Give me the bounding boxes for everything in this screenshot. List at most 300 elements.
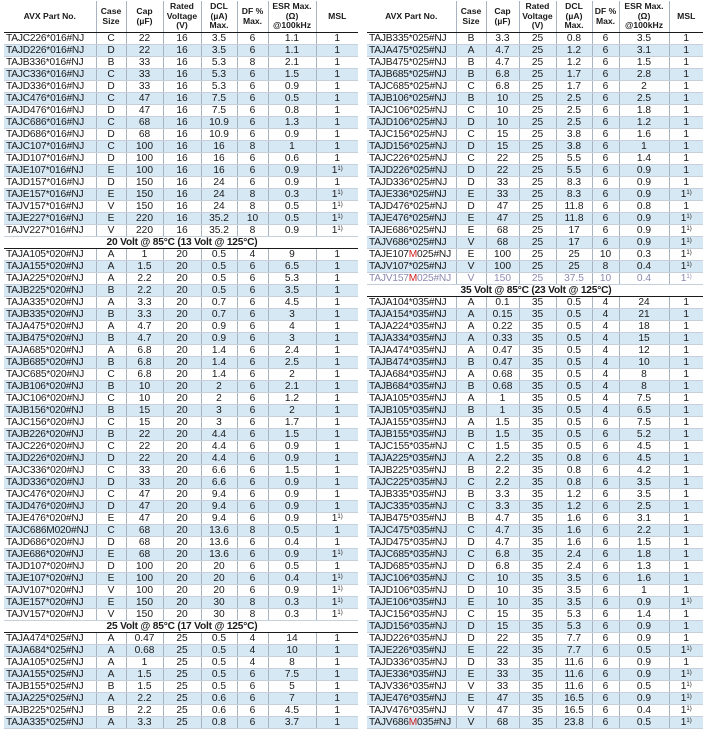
df-cell: 6 xyxy=(592,621,619,633)
part-number-cell: TAJA155*025#NJ xyxy=(4,669,96,681)
df-cell: 6 xyxy=(592,669,619,681)
part-number-cell: TAJD156*035#NJ xyxy=(367,621,456,633)
df-cell: 6 xyxy=(237,309,268,321)
table-row xyxy=(4,429,358,441)
cap-cell: 2.2 xyxy=(126,273,163,285)
esr-cell: 1.5 xyxy=(619,57,669,69)
esr-header: ESR Max. (Ω) @100kHz xyxy=(619,1,669,33)
dcl-cell: 3.5 xyxy=(556,597,592,609)
esr-cell: 0.4 xyxy=(619,273,669,285)
cap-cell: 1.5 xyxy=(486,441,519,453)
part-number-cell: TAJC686*016#NJ xyxy=(4,117,96,129)
dcl-cell: 13.6 xyxy=(201,537,237,549)
msl-value: 1 xyxy=(680,273,687,284)
table-row xyxy=(4,549,358,561)
part-number-cell: TAJA335*020#NJ xyxy=(4,297,96,309)
case-size-cell: A xyxy=(456,417,486,429)
dcl-cell: 1.7 xyxy=(556,69,592,81)
msl-value: 1 xyxy=(334,357,341,368)
msl-value: 1 xyxy=(683,129,690,140)
df-cell: 6 xyxy=(592,585,619,597)
cap-cell: 33 xyxy=(126,477,163,489)
msl-cell xyxy=(316,381,358,393)
part-number-cell: TAJC685*035#NJ xyxy=(367,549,456,561)
dcl-cell: 0.5 xyxy=(556,381,592,393)
table-row xyxy=(4,249,358,261)
rated-voltage-cell: 25 xyxy=(163,657,201,669)
cap-cell: 10 xyxy=(486,573,519,585)
msl-value: 1 xyxy=(680,597,687,608)
rated-voltage-cell: 16 xyxy=(163,129,201,141)
table-row xyxy=(367,417,703,429)
case-size-cell: D xyxy=(96,45,126,57)
case-size-cell: D xyxy=(456,585,486,597)
part-number-cell: TAJE336*025#NJ xyxy=(367,189,456,201)
case-size-cell: C xyxy=(96,369,126,381)
case-size-cell: B xyxy=(456,357,486,369)
part-number-cell: TAJA474*035#NJ xyxy=(367,345,456,357)
rated-voltage-cell: 20 xyxy=(163,297,201,309)
msl-cell xyxy=(316,297,358,309)
case-size-cell: V xyxy=(96,225,126,237)
cap-cell: 150 xyxy=(126,597,163,609)
part-number-suffix: 035#NJ xyxy=(417,717,451,728)
df-cell: 6 xyxy=(237,489,268,501)
msl-cell xyxy=(669,513,703,525)
msl-value: 1 xyxy=(683,405,690,416)
cap-cell: 4.7 xyxy=(126,321,163,333)
dcl-cell: 10.9 xyxy=(201,117,237,129)
msl-cell xyxy=(316,561,358,573)
esr-cell: 1.4 xyxy=(619,609,669,621)
table-row xyxy=(367,201,703,213)
msl-cell xyxy=(669,177,703,189)
esr-cell: 1.6 xyxy=(619,573,669,585)
msl-cell xyxy=(669,717,703,729)
msl-cell xyxy=(669,537,703,549)
part-number-cell: TAJD107*020#NJ xyxy=(4,561,96,573)
msl-value: 1 xyxy=(680,717,687,728)
part-number-cell: TAJE336*035#NJ xyxy=(367,669,456,681)
rated-voltage-cell: 25 xyxy=(519,141,556,153)
dcl-cell: 4.4 xyxy=(201,429,237,441)
df-cell: 6 xyxy=(237,345,268,357)
msl-value: 1 xyxy=(683,477,690,488)
df-cell: 6 xyxy=(592,45,619,57)
msl-cell xyxy=(669,117,703,129)
dcl-cell: 0.5 xyxy=(556,417,592,429)
case-size-cell: D xyxy=(456,633,486,645)
dcl-cell: 1.4 xyxy=(201,357,237,369)
msl-value: 1 xyxy=(683,393,690,404)
msl-cell xyxy=(316,441,358,453)
part-number-cell: TAJB336*016#NJ xyxy=(4,57,96,69)
cap-cell: 10 xyxy=(486,117,519,129)
msl-value: 1 xyxy=(334,705,341,716)
esr-cell: 0.5 xyxy=(619,717,669,729)
part-number-cell: TAJB475*035#NJ xyxy=(367,513,456,525)
msl-value: 1 xyxy=(334,525,341,536)
part-number-cell: TAJB335*025#NJ xyxy=(367,33,456,45)
rated-voltage-cell: 35 xyxy=(519,309,556,321)
table-row xyxy=(367,369,703,381)
esr-cell: 0.5 xyxy=(268,201,316,213)
msl-cell xyxy=(669,213,703,225)
df-cell: 6 xyxy=(592,561,619,573)
case-size-cell: D xyxy=(96,537,126,549)
msl-cell xyxy=(669,609,703,621)
rated-voltage-cell: 35 xyxy=(519,357,556,369)
df-cell: 6 xyxy=(592,237,619,249)
dcl-cell: 0.8 xyxy=(556,477,592,489)
case-size-cell: V xyxy=(96,201,126,213)
part-number-cell: TAJC155*035#NJ xyxy=(367,441,456,453)
esr-cell: 8 xyxy=(619,381,669,393)
case-size-cell: C xyxy=(456,549,486,561)
rated-voltage-cell: 16 xyxy=(163,33,201,45)
msl-cell xyxy=(316,369,358,381)
dcl-cell: 2.4 xyxy=(556,549,592,561)
case-size-cell: C xyxy=(456,573,486,585)
msl-value: 1 xyxy=(331,609,338,620)
rated-voltage-cell: 20 xyxy=(163,597,201,609)
df-cell: 6 xyxy=(592,681,619,693)
msl-value: 1 xyxy=(683,69,690,80)
df-cell: 6 xyxy=(592,69,619,81)
rated-voltage-cell: 16 xyxy=(163,117,201,129)
df-cell: 6 xyxy=(237,105,268,117)
part-number-cell: TAJV227*016#NJ xyxy=(4,225,96,237)
msl-value: 1 xyxy=(334,669,341,680)
dcl-cell: 11.6 xyxy=(556,657,592,669)
msl-cell xyxy=(669,165,703,177)
esr-cell: 2.1 xyxy=(268,57,316,69)
rated-voltage-cell: 25 xyxy=(519,201,556,213)
cap-cell: 22 xyxy=(486,633,519,645)
msl-value: 1 xyxy=(334,537,341,548)
msl-cell xyxy=(316,357,358,369)
dcl-cell: 16 xyxy=(201,141,237,153)
dcl-cell: 1.4 xyxy=(201,369,237,381)
esr-cell: 4.5 xyxy=(619,441,669,453)
msl-cell xyxy=(316,537,358,549)
rated-voltage-cell: 20 xyxy=(163,345,201,357)
cap-cell: 0.15 xyxy=(486,309,519,321)
case-size-cell: C xyxy=(456,81,486,93)
part-number-cell: TAJB106*025#NJ xyxy=(367,93,456,105)
esr-cell: 1.2 xyxy=(619,117,669,129)
case-size-cell: A xyxy=(456,453,486,465)
df-cell: 6 xyxy=(592,501,619,513)
part-number-cell: TAJC336*020#NJ xyxy=(4,465,96,477)
part-number-cell: TAJC475*035#NJ xyxy=(367,525,456,537)
df-cell: 6 xyxy=(237,45,268,57)
msl-cell xyxy=(669,273,703,285)
part-number-cell: TAJE157*016#NJ xyxy=(4,189,96,201)
cap-cell: 2.2 xyxy=(486,477,519,489)
part-number-cell: TAJD336*035#NJ xyxy=(367,657,456,669)
rated-voltage-cell: 25 xyxy=(519,33,556,45)
msl-cell xyxy=(669,465,703,477)
part-number-cell: TAJD226*035#NJ xyxy=(367,633,456,645)
esr-cell: 21 xyxy=(619,309,669,321)
esr-cell: 2.8 xyxy=(619,69,669,81)
msl-value: 1 xyxy=(331,213,338,224)
msl-cell xyxy=(316,153,358,165)
esr-cell: 1.1 xyxy=(268,33,316,45)
cap-cell: 6.8 xyxy=(486,549,519,561)
dcl-cell: 2.5 xyxy=(556,93,592,105)
msl-cell xyxy=(669,249,703,261)
esr-cell: 1.5 xyxy=(268,69,316,81)
msl-cell xyxy=(669,201,703,213)
table-row xyxy=(367,465,703,477)
dcl-cell: 16 xyxy=(201,153,237,165)
msl-cell xyxy=(669,693,703,705)
msl-value: 1 xyxy=(334,177,341,188)
dcl-cell: 5.3 xyxy=(556,609,592,621)
dcl-cell: 20 xyxy=(201,573,237,585)
esr-cell: 1.8 xyxy=(619,549,669,561)
msl-value: 1 xyxy=(683,441,690,452)
table-row xyxy=(4,489,358,501)
rated-voltage-cell: 25 xyxy=(163,645,201,657)
part-number-cell: TAJC686M020#NJ xyxy=(4,525,96,537)
msl-value: 1 xyxy=(683,141,690,152)
table-row xyxy=(4,561,358,573)
rated-voltage-header: Rated Voltage (V) xyxy=(519,1,556,33)
df-cell: 6 xyxy=(237,549,268,561)
part-number-cell: TAJD476*016#NJ xyxy=(4,105,96,117)
esr-cell: 0.9 xyxy=(619,177,669,189)
dcl-cell: 5.5 xyxy=(556,153,592,165)
df-header: DF % Max. xyxy=(237,1,268,33)
rated-voltage-cell: 35 xyxy=(519,705,556,717)
rated-voltage-cell: 25 xyxy=(519,249,556,261)
dcl-cell: 30 xyxy=(201,597,237,609)
rated-voltage-cell: 35 xyxy=(519,597,556,609)
esr-cell: 2.2 xyxy=(619,525,669,537)
msl-cell xyxy=(316,249,358,261)
msl-value: 1 xyxy=(334,501,341,512)
part-number-cell: TAJA335*025#NJ xyxy=(4,717,96,729)
msl-value: 1 xyxy=(334,153,341,164)
part-number-cell: TAJB684*035#NJ xyxy=(367,381,456,393)
part-number-cell: TAJC106*025#NJ xyxy=(367,105,456,117)
section-header-row xyxy=(367,285,703,297)
table-row xyxy=(367,609,703,621)
footnote-mark: 1) xyxy=(337,574,343,580)
msl-value: 1 xyxy=(334,117,341,128)
msl-value: 1 xyxy=(680,249,687,260)
right-table-panel xyxy=(367,1,703,729)
dcl-cell: 3.5 xyxy=(201,33,237,45)
dcl-cell: 0.9 xyxy=(201,321,237,333)
dcl-cell: 0.5 xyxy=(201,285,237,297)
df-cell: 6 xyxy=(592,489,619,501)
df-cell: 6 xyxy=(237,393,268,405)
esr-cell: 1 xyxy=(619,141,669,153)
table-row xyxy=(4,105,358,117)
df-cell: 6 xyxy=(237,261,268,273)
df-cell: 6 xyxy=(592,657,619,669)
esr-cell: 5.3 xyxy=(268,273,316,285)
table-row xyxy=(367,621,703,633)
df-cell: 6 xyxy=(592,153,619,165)
df-cell: 6 xyxy=(592,129,619,141)
table-row xyxy=(4,693,358,705)
dcl-cell: 2.5 xyxy=(556,117,592,129)
footnote-mark: 1) xyxy=(337,598,343,604)
table-row xyxy=(367,177,703,189)
footnote-mark: 1) xyxy=(337,514,343,520)
part-number-cell: TAJE476*035#NJ xyxy=(367,693,456,705)
msl-value: 1 xyxy=(680,669,687,680)
table-row xyxy=(4,381,358,393)
rated-voltage-cell: 16 xyxy=(163,69,201,81)
case-size-cell: E xyxy=(456,189,486,201)
rated-voltage-cell: 20 xyxy=(163,381,201,393)
case-size-cell: E xyxy=(96,213,126,225)
part-number-suffix: 025#NJ xyxy=(417,249,451,260)
esr-cell: 1 xyxy=(619,585,669,597)
cap-cell: 68 xyxy=(486,237,519,249)
df-cell: 4 xyxy=(592,369,619,381)
msl-cell xyxy=(316,261,358,273)
df-cell: 4 xyxy=(592,345,619,357)
msl-cell xyxy=(669,393,703,405)
esr-cell: 4.5 xyxy=(619,453,669,465)
part-number-cell: TAJC476*020#NJ xyxy=(4,489,96,501)
part-number-cell: TAJA475*020#NJ xyxy=(4,321,96,333)
rated-voltage-cell: 16 xyxy=(163,81,201,93)
dcl-cell: 23.8 xyxy=(556,717,592,729)
part-number-cell: TAJD336*016#NJ xyxy=(4,81,96,93)
case-size-cell: C xyxy=(456,441,486,453)
rated-voltage-cell: 25 xyxy=(519,57,556,69)
part-number-cell: TAJE226*035#NJ xyxy=(367,645,456,657)
rated-voltage-cell: 20 xyxy=(163,609,201,621)
df-cell: 6 xyxy=(592,105,619,117)
rated-voltage-cell: 20 xyxy=(163,525,201,537)
msl-cell xyxy=(316,201,358,213)
case-size-cell: C xyxy=(96,525,126,537)
msl-value: 1 xyxy=(331,225,338,236)
case-size-cell: A xyxy=(96,297,126,309)
table-row xyxy=(367,33,703,45)
msl-cell xyxy=(316,105,358,117)
df-cell: 6 xyxy=(237,333,268,345)
part-number-cell: TAJD106*035#NJ xyxy=(367,585,456,597)
msl-cell xyxy=(669,417,703,429)
dcl-cell: 5.3 xyxy=(201,69,237,81)
table-row xyxy=(367,705,703,717)
esr-cell: 0.8 xyxy=(619,201,669,213)
esr-cell: 3.1 xyxy=(619,45,669,57)
table-row xyxy=(367,549,703,561)
cap-cell: 22 xyxy=(126,453,163,465)
footnote-mark: 1) xyxy=(686,646,692,652)
cap-cell: 68 xyxy=(126,549,163,561)
esr-cell: 0.3 xyxy=(268,609,316,621)
dcl-cell: 0.7 xyxy=(201,309,237,321)
msl-value: 1 xyxy=(683,489,690,500)
msl-value: 1 xyxy=(683,525,690,536)
part-number-cell: TAJE107*020#NJ xyxy=(4,573,96,585)
msl-cell xyxy=(316,417,358,429)
part-number-cell: TAJD686*020#NJ xyxy=(4,537,96,549)
rated-voltage-cell: 20 xyxy=(163,285,201,297)
df-cell: 6 xyxy=(237,537,268,549)
msl-cell xyxy=(316,309,358,321)
df-cell: 6 xyxy=(592,573,619,585)
rated-voltage-cell: 25 xyxy=(519,165,556,177)
msl-cell xyxy=(316,189,358,201)
msl-value: 1 xyxy=(683,297,690,308)
dcl-cell: 0.5 xyxy=(201,669,237,681)
part-number-cell: TAJE106*035#NJ xyxy=(367,597,456,609)
esr-cell: 0.3 xyxy=(268,189,316,201)
df-cell: 6 xyxy=(237,381,268,393)
df-cell: 6 xyxy=(237,705,268,717)
table-row xyxy=(367,273,703,285)
msl-cell xyxy=(669,237,703,249)
case-size-cell: E xyxy=(96,513,126,525)
part-number-cell: TAJA155*020#NJ xyxy=(4,261,96,273)
rated-voltage-cell: 25 xyxy=(163,669,201,681)
msl-value: 1 xyxy=(331,165,338,176)
part-number-cell: TAJA475*025#NJ xyxy=(367,45,456,57)
case-size-cell: C xyxy=(96,441,126,453)
cap-cell: 22 xyxy=(486,165,519,177)
msl-cell xyxy=(669,477,703,489)
table-row xyxy=(4,33,358,45)
cap-cell: 100 xyxy=(126,141,163,153)
case-size-cell: V xyxy=(456,705,486,717)
case-size-cell: A xyxy=(96,633,126,645)
cap-cell: 0.47 xyxy=(486,345,519,357)
section-header-row xyxy=(4,621,358,633)
msl-value: 1 xyxy=(683,621,690,632)
header-row xyxy=(4,1,358,33)
dcl-cell: 16.5 xyxy=(556,705,592,717)
cap-cell: 150 xyxy=(126,177,163,189)
part-number-cell: TAJC336*016#NJ xyxy=(4,69,96,81)
part-no-header: AVX Part No. xyxy=(4,1,96,33)
part-number-cell: TAJB475*020#NJ xyxy=(4,333,96,345)
cap-cell: 1.5 xyxy=(126,669,163,681)
cap-cell: 0.47 xyxy=(126,633,163,645)
table-row xyxy=(367,333,703,345)
rated-voltage-cell: 35 xyxy=(519,621,556,633)
dcl-cell: 11.8 xyxy=(556,213,592,225)
msl-value: 1 xyxy=(334,693,341,704)
msl-header: MSL xyxy=(316,1,358,33)
cap-cell: 3.3 xyxy=(126,309,163,321)
msl-value: 1 xyxy=(680,225,687,236)
footnote-mark: 1) xyxy=(686,598,692,604)
capacitor-table-right xyxy=(367,1,703,729)
footnote-mark: 1) xyxy=(337,166,343,172)
cap-cell: 220 xyxy=(126,213,163,225)
esr-cell: 0.4 xyxy=(619,261,669,273)
dcl-cell: 0.5 xyxy=(201,681,237,693)
dcl-cell: 1.6 xyxy=(556,525,592,537)
cap-cell: 33 xyxy=(486,657,519,669)
df-cell: 6 xyxy=(237,93,268,105)
esr-cell: 0.9 xyxy=(268,513,316,525)
dcl-cell: 24 xyxy=(201,189,237,201)
